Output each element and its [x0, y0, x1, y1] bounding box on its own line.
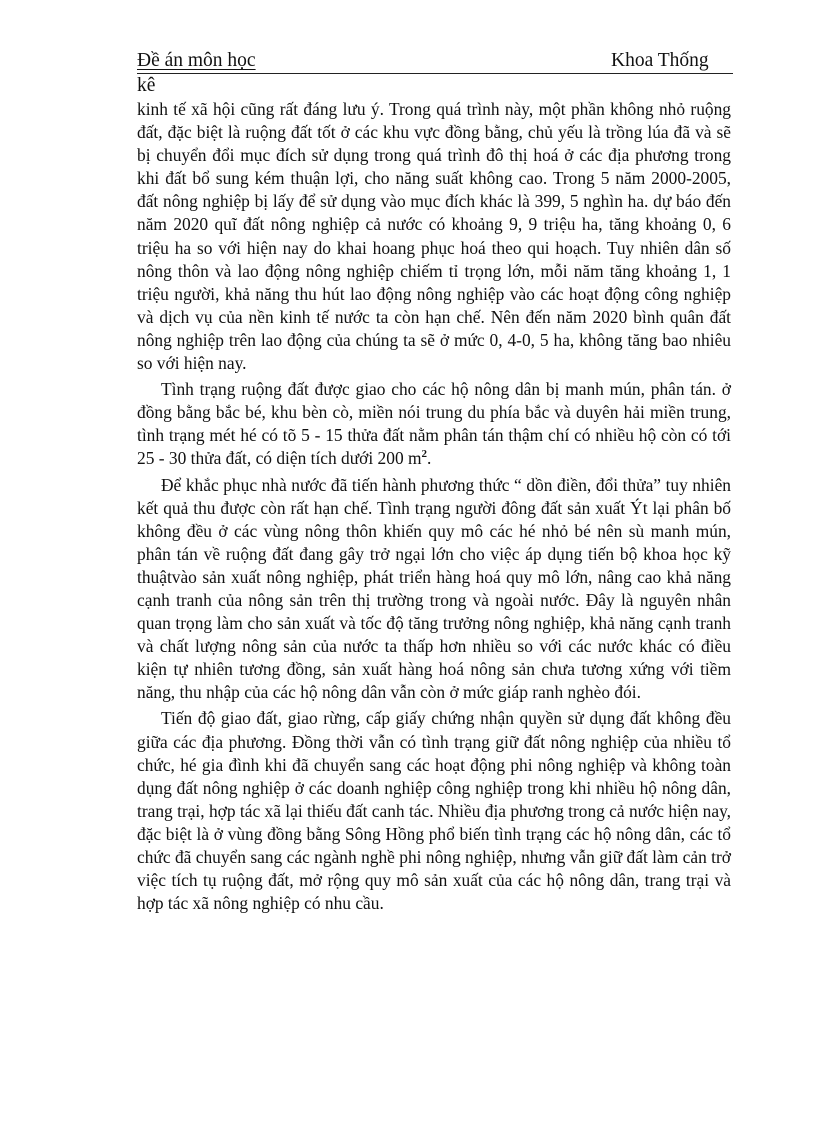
- paragraph-3: Để khắc phục nhà nước đã tiến hành phương thức “ dồn điền, đổi thửa” tuy nhiên kết quả thu được còn rất hạn chế. Tình trạng người đông đất sản xuất Ýt lại phân bố không đều ở các vùng nông thôn khiến quy mô các hé nhỏ bé nên sù manh mún, phân tán về ruộng đất đang gây trở ngại lớn cho việc áp dụng tiến bộ khoa học kỹ thuậtvào sản xuất nông nghiệp, phát triển hàng hoá quy mô lớn, nâng cao khả năng cạnh tranh của nông sản trên thị trường trong và ngoài nước. Đây là nguyên nhân quan trọng làm cho sản xuất và tốc độ tăng trưởng nông nghiệp, khả năng cạnh tranh và chất lượng nông sản của nước ta thấp hơn nhiều so với các nước khác có điều kiện tự nhiên tương đồng, sản xuất hàng hoá nông sản chưa tương xứng với tiềm năng, thu nhập của các hộ nông dân vẫn còn ở mức giáp ranh nghèo đói.: [137, 474, 731, 703]
- paragraph-1: kinh tế xã hội cũng rất đáng lưu ý. Trong quá trình này, một phần không nhỏ ruộng đất, đặc biệt là ruộng đất tốt ở các khu vực đồng bằng, chủ yếu là trồng lúa đã và sẽ bị chuyển đổi mục đích sử dụng trong quá trình đô thị hoá ở các địa phương trong khi đất bổ sung kém thuận lợi, cho năng suất không cao. Trong 5 năm 2000-2005, đất nông nghiệp bị lấy để sử dụng vào mục đích khác là 399, 5 nghìn ha. dự báo đến năm 2020 quĩ đất nông nghiệp cả nước có khoảng 9, 9 triệu ha, tăng khoảng 0, 6 triệu ha so với hiện nay do khai hoang phục hoá theo qui hoạch. Tuy nhiên dân số nông thôn và lao động nông nghiệp chiếm tỉ trọng lớn, mỗi năm tăng khoảng 1, 1 triệu người, khả năng thu hút lao động nông nghiệp vào các hoạt động công nghiệp và dịch vụ của nền kinh tế nước ta còn hạn chế. Nên đến năm 2020 bình quân đất nông nghiệp trên lao động của chúng ta sẽ ở mức 0, 4-0, 5 ha, không tăng bao nhiêu so với hiện nay.: [137, 99, 731, 374]
- paragraph-2: [137, 378, 731, 470]
- paragraph-2-text: Tình trạng ruộng đất được giao cho các hộ nông dân bị manh mún, phân tán. ở đồng bằng bắc bé, khu bèn cò, miền nói trung du phía bắc và duyên hải miền trung, tình trạng mét hé có tõ 5 - 15 thửa đất nằm phân tán thậm chí có nhiều hộ còn có tới 25 - 30 thửa đất, có diện tích dưới 200 m: [137, 379, 731, 469]
- header-course-title: Đề án môn học: [137, 50, 256, 71]
- paragraph-2-end: .: [427, 448, 432, 469]
- area-unit-superscript: 2: [421, 448, 428, 461]
- paragraph-4: Tiến độ giao đất, giao rừng, cấp giấy chứng nhận quyền sử dụng đất không đều giữa các địa phương. Đồng thời vẫn có tình trạng giữ đất nông nghiệp của nhiều tổ chức, hé gia đình khi đã chuyển sang các hoạt động phi nông nghiệp và không toàn dụng đất nông nghiệp ở các doanh nghiệp công nghiệp trong khi nhiều hộ nông dân, trang trại, hợp tác xã lại thiếu đất canh tác. Nhiều địa phương trong cả nước hiện nay, đặc biệt là ở vùng đồng bằng Sông Hồng phổ biến tình trạng các hộ nông dân, các tổ chức đã chuyển sang các ngành nghề phi nông nghiệp, nhưng vẫn giữ đất làm cản trở việc tích tụ ruộng đất, mở rộng quy mô sản xuất của các hộ nông dân, trang trại và hợp tác xã nông nghiệp có nhu cầu.: [137, 708, 731, 914]
- page-header: [137, 49, 733, 74]
- header-faculty: Khoa Thống: [611, 50, 709, 71]
- document-body: [137, 98, 731, 915]
- header-faculty-continued: kê: [137, 75, 156, 96]
